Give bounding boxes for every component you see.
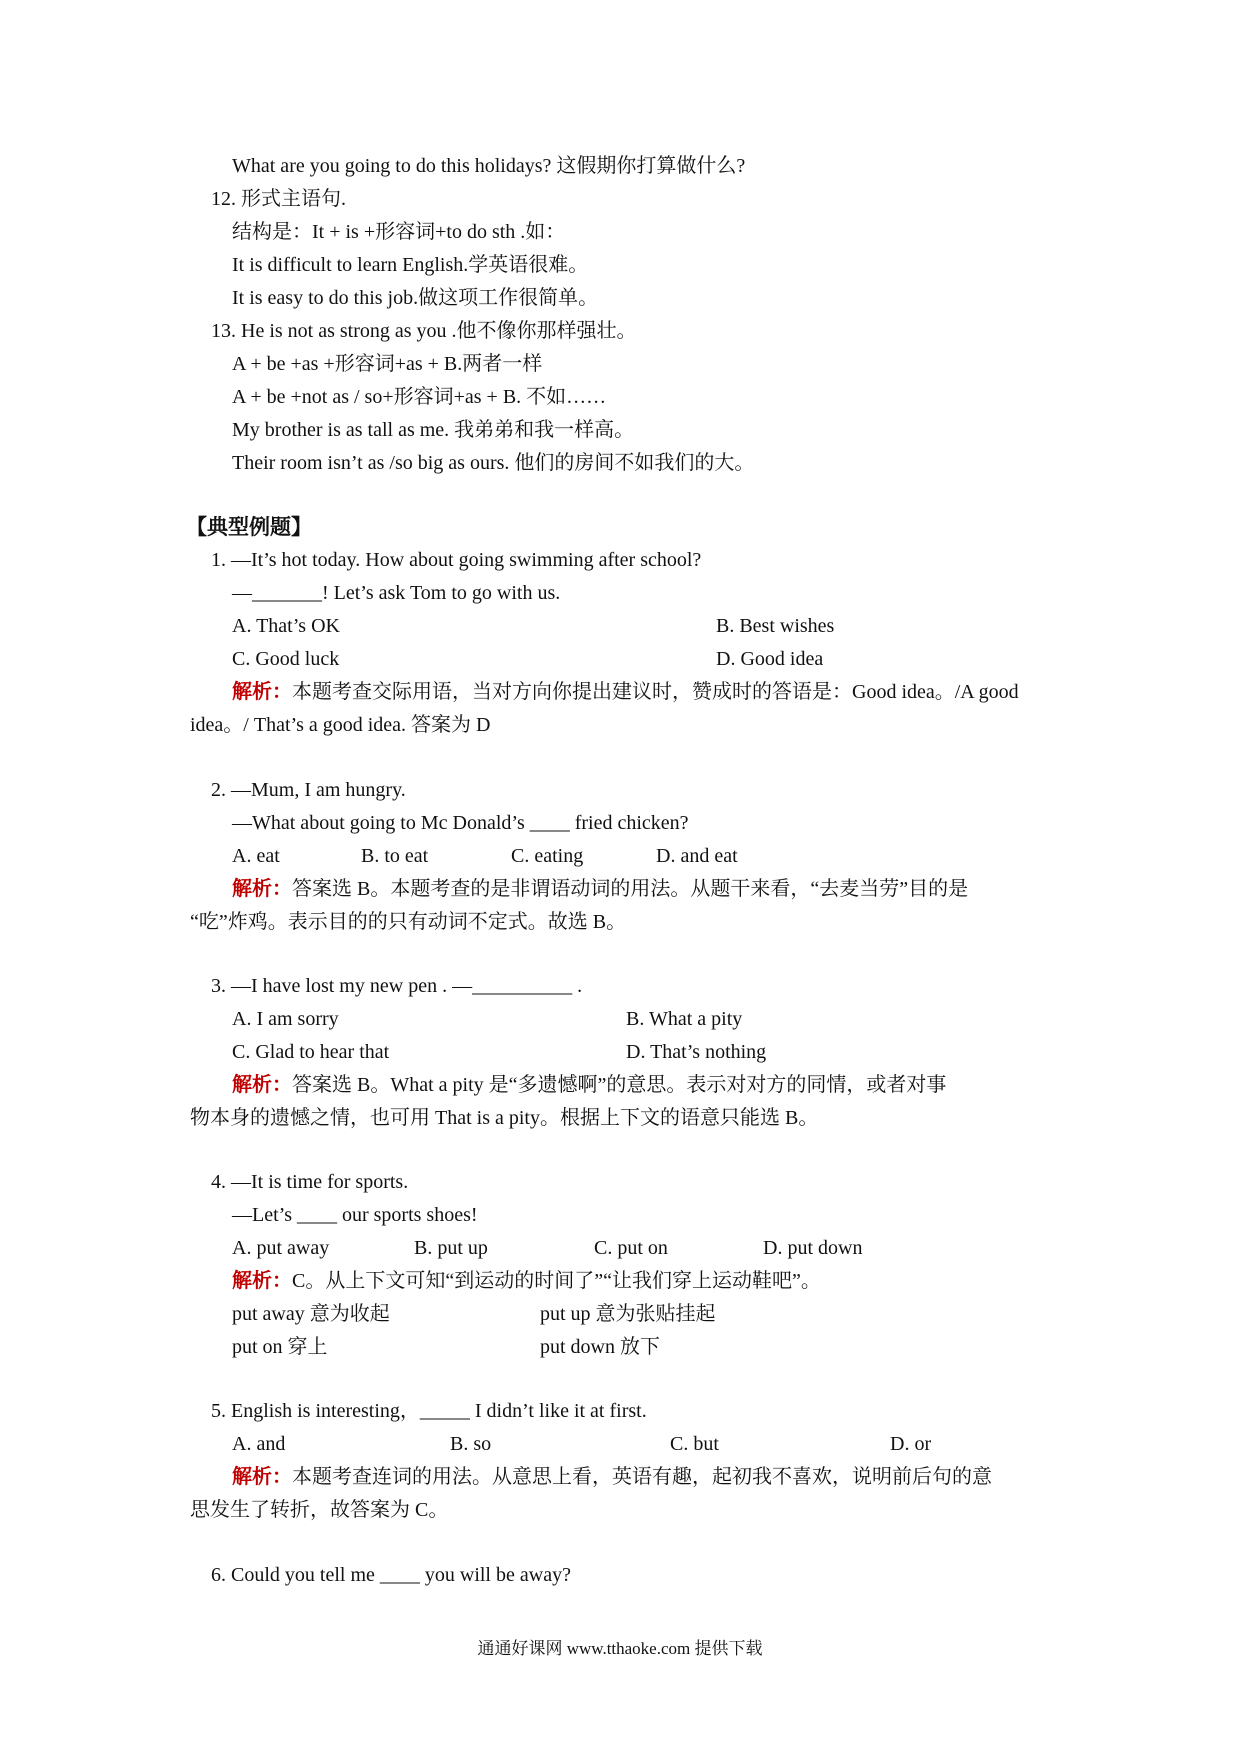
question-4-analysis: 解析：C。从上下文可知“到运动的时间了”“让我们穿上运动鞋吧”。 [232, 1270, 821, 1292]
option-b: B. Best wishes [716, 615, 835, 637]
option-a: A. eat [232, 845, 280, 867]
point-12-line: 结构是：It + is +形容词+to do sth .如： [232, 221, 566, 243]
question-3-analysis: 解析：答案选 B。What a pity 是“多遗憾啊”的意思。表示对对方的同情，或者对事 [232, 1074, 947, 1096]
question-5-stem: 5. English is interesting，_____ I didn’t like it at first. [211, 1400, 647, 1422]
question-2-analysis: 解析：答案选 B。本题考查的是非谓语动词的用法。从题干来看，“去麦当劳”目的是 [232, 878, 969, 900]
option-d: D. That’s nothing [626, 1041, 767, 1063]
note-put-up: put up 意为张贴挂起 [540, 1303, 716, 1325]
page-footer: 通通好课网 www.tthaoke.com 提供下载 [477, 1639, 763, 1658]
question-1-stem: 1. —It’s hot today. How about going swimming after school? [211, 549, 702, 571]
analysis-label: 解析： [232, 1074, 292, 1096]
option-a: A. I am sorry [232, 1008, 339, 1030]
option-b: B. to eat [361, 845, 429, 867]
point-13-line: A + be +as +形容词+as + B.两者一样 [232, 353, 543, 375]
note-put-away: put away 意为收起 [232, 1303, 390, 1325]
option-d: D. Good idea [716, 648, 824, 670]
point-12-title: 12. 形式主语句. [211, 188, 346, 210]
question-3-stem: 3. —I have lost my new pen . —__________ . [211, 975, 583, 997]
question-1-analysis-cont: idea。/ That’s a good idea. 答案为 D [190, 714, 491, 736]
question-1-analysis: 解析：本题考查交际用语，当对方向你提出建议时，赞成时的答语是：Good idea。/A good [232, 681, 1019, 703]
question-2-stem: 2. —Mum, I am hungry. [211, 779, 406, 801]
question-4-stem2: —Let’s ____ our sports shoes! [232, 1204, 478, 1226]
question-2-stem2: —What about going to Mc Donald’s ____ fried chicken? [232, 812, 689, 834]
option-c: C. Good luck [232, 648, 340, 670]
analysis-label: 解析： [232, 681, 292, 703]
analysis-label: 解析： [232, 1466, 292, 1488]
question-5-analysis: 解析：本题考查连词的用法。从意思上看，英语有趣，起初我不喜欢，说明前后句的意 [232, 1466, 992, 1488]
option-a: A. That’s OK [232, 615, 340, 637]
intro-line: What are you going to do this holidays? 这假期你打算做什么? [232, 155, 746, 177]
option-b: B. put up [414, 1237, 488, 1259]
option-c: C. eating [511, 845, 584, 867]
option-b: B. What a pity [626, 1008, 743, 1030]
analysis-label: 解析： [232, 1270, 292, 1292]
option-c: C. but [670, 1433, 719, 1455]
question-6-stem: 6. Could you tell me ____ you will be away? [211, 1564, 571, 1586]
analysis-label: 解析： [232, 878, 292, 900]
point-12-line: It is difficult to learn English.学英语很难。 [232, 254, 589, 276]
option-a: A. put away [232, 1237, 330, 1259]
option-d: D. and eat [656, 845, 738, 867]
question-2-analysis-cont: “吃”炸鸡。表示目的的只有动词不定式。故选 B。 [190, 911, 627, 933]
option-a: A. and [232, 1433, 286, 1455]
point-13-line: My brother is as tall as me. 我弟弟和我一样高。 [232, 419, 635, 441]
point-13-line: Their room isn’t as /so big as ours. 他们的房间不如我们的大。 [232, 452, 755, 474]
option-d: D. or [890, 1433, 932, 1455]
point-13-line: A + be +not as / so+形容词+as + B. 不如…… [232, 386, 607, 408]
question-1-stem2: —_______! Let’s ask Tom to go with us. [232, 582, 561, 604]
question-4-stem: 4. —It is time for sports. [211, 1171, 409, 1193]
question-5-analysis-cont: 思发生了转折，故答案为 C。 [190, 1499, 449, 1521]
option-b: B. so [450, 1433, 492, 1455]
option-c: C. put on [594, 1237, 668, 1259]
point-13-title: 13. He is not as strong as you .他不像你那样强壮。 [211, 320, 637, 342]
option-d: D. put down [763, 1237, 863, 1259]
note-put-on: put on 穿上 [232, 1336, 328, 1358]
question-3-analysis-cont: 物本身的遗憾之情，也可用 That is a pity。根据上下文的语意只能选 B。 [190, 1107, 819, 1129]
note-put-down: put down 放下 [540, 1336, 660, 1358]
option-c: C. Glad to hear that [232, 1041, 390, 1063]
section-heading: 【典型例题】 [186, 515, 312, 539]
point-12-line: It is easy to do this job.做这项工作很简单。 [232, 287, 599, 309]
